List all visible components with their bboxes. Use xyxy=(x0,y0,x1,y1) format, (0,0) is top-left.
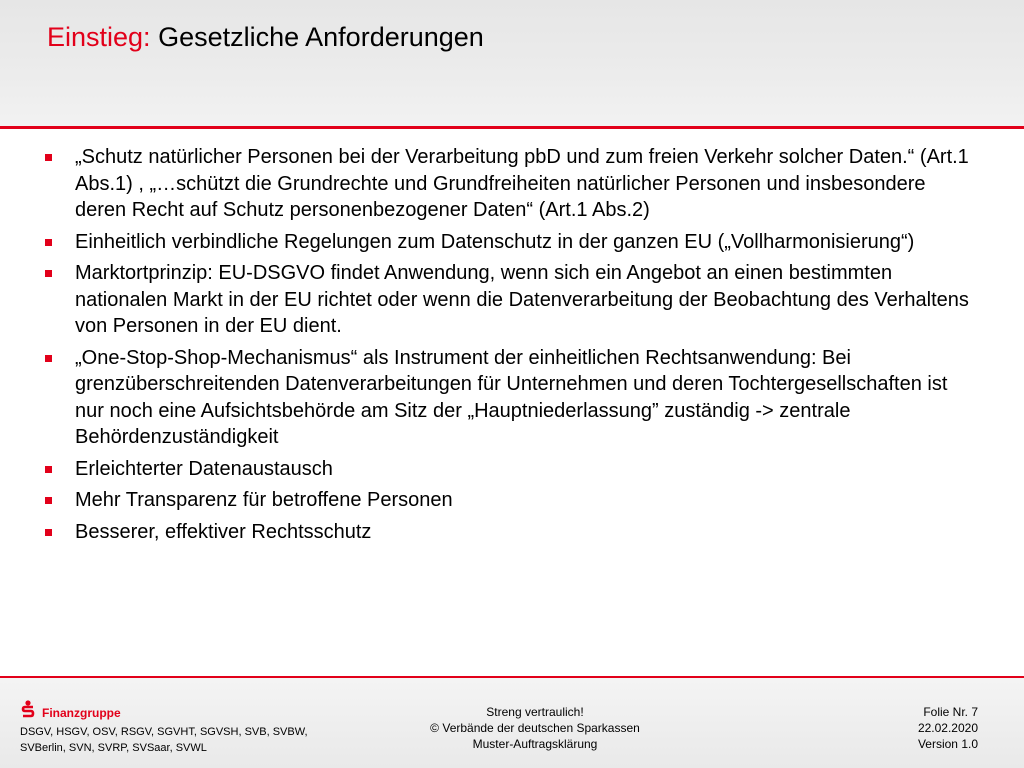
bullet-list xyxy=(44,144,974,545)
footer-center xyxy=(390,704,680,752)
red-square-bullet-icon xyxy=(45,529,52,536)
red-square-bullet-icon xyxy=(45,270,52,277)
bullet-text: „One-Stop-Shop-Mechanismus“ als Instrument der einheitlichen Rechtsanwendung: Bei grenzüberschreitenden Datenverarbeitungen für Unternehmen und deren Tochtergesellschaften ist nur noch eine Aufsichtsbehörde am Sitz der „Hauptniederlassung” zuständig -> zentrale Behördenzuständigkeit xyxy=(75,346,948,448)
slide-title-main: Gesetzliche Anforderungen xyxy=(158,22,484,52)
bullet-text: Erleichterter Datenaustausch xyxy=(75,457,333,480)
header-divider xyxy=(0,126,1024,129)
sparkasse-s-icon xyxy=(20,700,36,718)
bullet-item xyxy=(44,487,974,514)
association-list: DSGV, HSGV, OSV, RSGV, SGVHT, SGVSH, SVB, SVBW, SVBerlin, SVN, SVRP, SVSaar, SVWL xyxy=(20,726,308,754)
bullet-text: Mehr Transparenz für betroffene Personen xyxy=(75,489,453,511)
red-square-bullet-icon xyxy=(45,497,52,504)
brand-block xyxy=(20,700,340,756)
brand-row xyxy=(20,700,340,718)
red-square-bullet-icon xyxy=(45,466,52,473)
document-name: Muster-Auftragsklärung xyxy=(472,737,598,751)
slide-title xyxy=(47,20,484,54)
copyright-note: © Verbände der deutschen Sparkassen xyxy=(430,721,640,735)
bullet-item xyxy=(44,456,974,483)
confidential-note: Streng vertraulich! xyxy=(486,705,584,719)
red-square-bullet-icon xyxy=(45,239,52,246)
bullet-item xyxy=(44,260,974,340)
bullet-text: Besserer, effektiver Rechtsschutz xyxy=(75,520,372,543)
brand-name: Finanzgruppe xyxy=(42,706,121,720)
slide-title-prefix: Einstieg: xyxy=(47,22,151,52)
red-square-bullet-icon xyxy=(45,355,52,362)
bullet-item xyxy=(44,229,974,256)
slide-content xyxy=(44,144,974,550)
red-square-bullet-icon xyxy=(45,154,52,161)
slide-number: Folie Nr. 7 xyxy=(923,705,978,719)
bullet-item xyxy=(44,144,974,224)
header-band xyxy=(0,0,1024,126)
slide-version: Version 1.0 xyxy=(917,737,978,751)
bullet-text: Einheitlich verbindliche Regelungen zum Datenschutz in der ganzen EU („Vollharmonisierung“) xyxy=(75,230,915,253)
slide-date: 22.02.2020 xyxy=(917,721,978,735)
bullet-text: „Schutz natürlicher Personen bei der Verarbeitung pbD und zum freien Verkehr solcher Daten.“ (Art.1 Abs.1) , „…schützt die Grundrechte und Grundfreiheiten natürlicher Personen und insbesondere deren Recht auf Schutz personenbezogener Daten“ (Art.1 Abs.2) xyxy=(75,146,969,221)
bullet-item xyxy=(44,345,974,451)
footer-right xyxy=(918,704,978,752)
bullet-item xyxy=(44,519,974,546)
bullet-text: Marktortprinzip: EU-DSGVO findet Anwendung, wenn sich ein Angebot an einen bestimmten nationalen Markt in der EU richtet oder wenn die Datenverarbeitung der Beobachtung des Verhaltens von Personen in der EU dient. xyxy=(75,262,969,337)
